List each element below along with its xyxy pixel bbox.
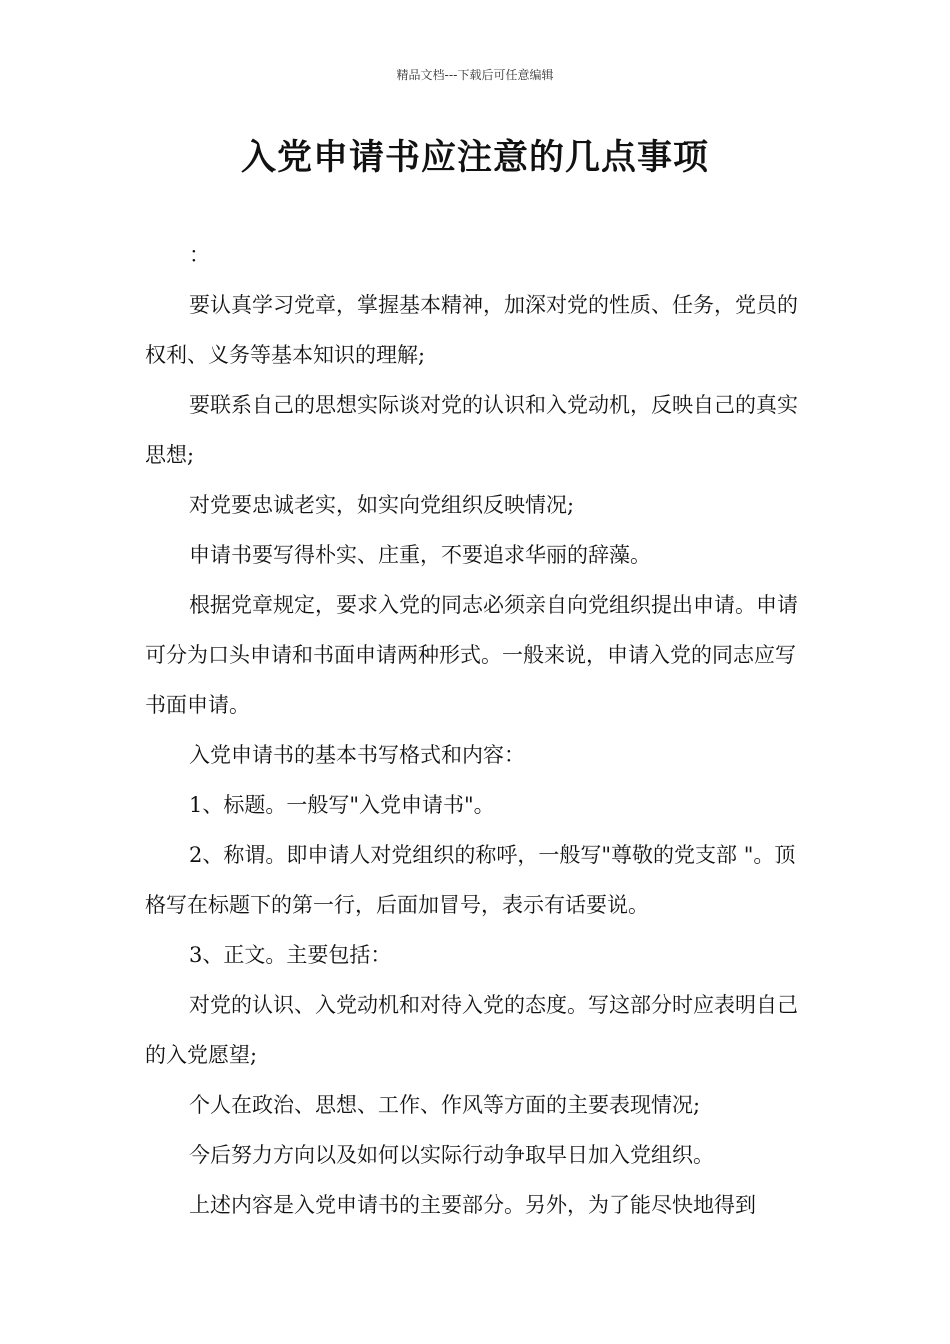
paragraph: 1、标题。一般写"入党申请书"。 [189, 793, 495, 817]
paragraph: 申请书要写得朴实、庄重，不要追求华丽的辞藻。 [189, 543, 651, 567]
paragraph: 2、称谓。即申请人对党组织的称呼，一般写"尊敬的党支部 "。顶格写在标题下的第一行，后面加冒号，表示有话要说。 [145, 843, 796, 917]
paragraph: 3、正文。主要包括： [189, 943, 392, 967]
paragraph: 对党要忠诚老实，如实向党组织反映情况; [189, 493, 575, 517]
document-body [145, 230, 815, 1230]
paragraph: 要联系自己的思想实际谈对党的认识和入党动机，反映自己的真实思想; [145, 393, 798, 467]
paragraph: 上述内容是入党申请书的主要部分。另外，为了能尽快地得到 [189, 1193, 756, 1217]
paragraph: 今后努力方向以及如何以实际行动争取早日加入党组织。 [189, 1143, 714, 1167]
paragraph: 要认真学习党章，掌握基本精神，加深对党的性质、任务，党员的权利、义务等基本知识的理解; [145, 293, 798, 367]
document-title: 入党申请书应注意的几点事项 [240, 138, 709, 178]
paragraph: ： [189, 243, 210, 267]
header-note: 精品文档---下载后可任意编辑 [396, 68, 554, 82]
paragraph: 入党申请书的基本书写格式和内容： [189, 743, 525, 767]
paragraph: 根据党章规定，要求入党的同志必须亲自向党组织提出申请。申请可分为口头申请和书面申请两种形式。一般来说，申请入党的同志应写书面申请。 [145, 593, 798, 717]
paragraph: 对党的认识、入党动机和对待入党的态度。写这部分时应表明自己的入党愿望; [145, 993, 798, 1067]
paragraph: 个人在政治、思想、工作、作风等方面的主要表现情况; [189, 1093, 701, 1117]
